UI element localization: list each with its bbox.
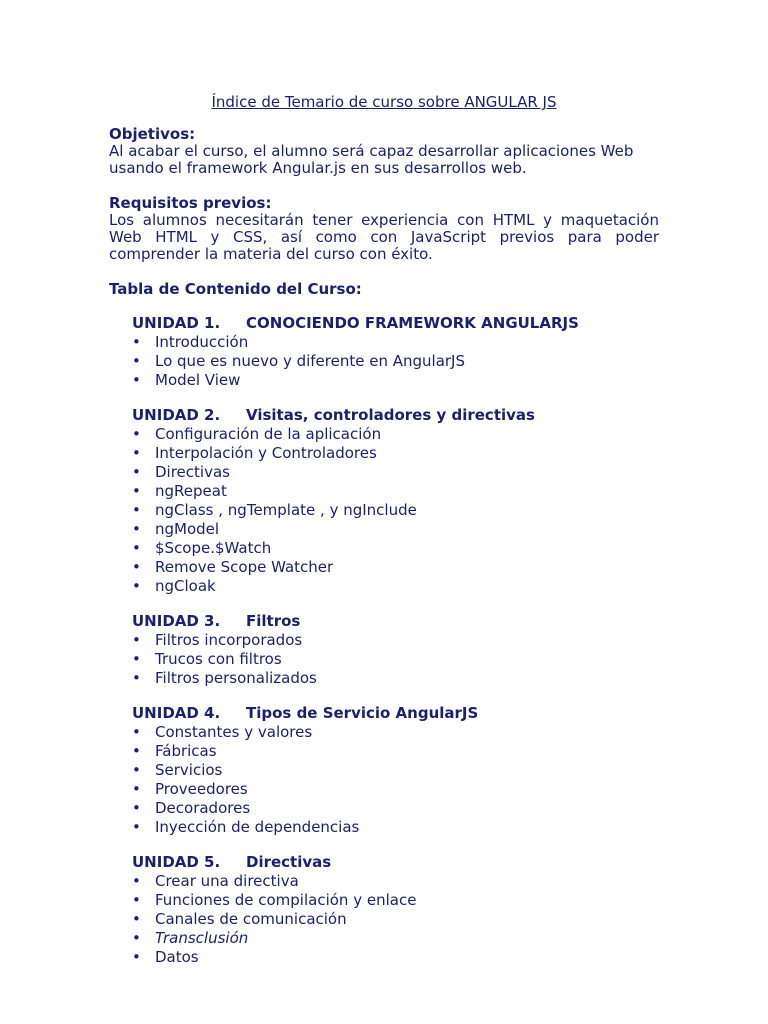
bullet-icon: • <box>132 558 141 576</box>
list-item: • Proveedores <box>132 780 248 798</box>
unit-title: Tipos de Servicio AngularJS <box>246 704 479 722</box>
bullet-icon: • <box>132 891 141 909</box>
list-item: • $Scope.$Watch <box>132 539 272 557</box>
unit-topic-list <box>132 425 659 596</box>
unit-heading <box>132 612 659 630</box>
list-item: • Interpolación y Controladores <box>132 444 377 462</box>
bullet-icon: • <box>132 444 141 462</box>
bullet-icon: • <box>132 669 141 687</box>
list-item: • Servicios <box>132 761 223 779</box>
bullet-icon: • <box>132 872 141 890</box>
objetivos-text: Al acabar el curso, el alumno será capaz desarrollar aplicaciones Web usando el framework Angular.js en sus desarrollos web. <box>109 142 634 177</box>
requisitos-text: Los alumnos necesitarán tener experiencia con HTML y maquetación Web HTML y CSS, así como con JavaScript previos para poder comprender la materia del curso con éxito. <box>109 211 659 263</box>
list-item: • Inyección de dependencias <box>132 818 360 836</box>
list-item: • ngRepeat <box>132 482 227 500</box>
bullet-icon: • <box>132 482 141 500</box>
list-item: • Fábricas <box>132 742 217 760</box>
list-item: • ngClass , ngTemplate , y ngInclude <box>132 501 417 519</box>
list-item: • Constantes y valores <box>132 723 313 741</box>
page-title: Índice de Temario de curso sobre ANGULAR JS <box>211 93 557 111</box>
unit-topic-list <box>132 723 659 837</box>
list-item: • Crear una directiva <box>132 872 299 890</box>
unit-topic-list <box>132 872 659 967</box>
unit-5 <box>132 853 659 967</box>
list-item: • Directivas <box>132 463 230 481</box>
unit-title: Visitas, controladores y directivas <box>246 406 535 424</box>
bullet-icon: • <box>132 761 141 779</box>
unit-3 <box>132 612 659 688</box>
unit-heading <box>132 406 659 424</box>
list-item: • Canales de comunicación <box>132 910 347 928</box>
bullet-icon: • <box>132 723 141 741</box>
requisitos-heading: Requisitos previos: <box>109 194 272 212</box>
list-item: • Funciones de compilación y enlace <box>132 891 417 909</box>
unit-heading <box>132 314 659 332</box>
list-item: • Trucos con filtros <box>132 650 282 668</box>
list-item: • Introducción <box>132 333 249 351</box>
toc-heading: Tabla de Contenido del Curso: <box>109 280 362 298</box>
list-item: • ngCloak <box>132 577 216 595</box>
bullet-icon: • <box>132 818 141 836</box>
list-item: • Filtros personalizados <box>132 669 317 687</box>
objetivos-section <box>109 126 659 177</box>
list-item: • ngModel <box>132 520 220 538</box>
bullet-icon: • <box>132 650 141 668</box>
unit-heading <box>132 704 659 722</box>
requisitos-section <box>109 195 659 263</box>
unit-number: UNIDAD 4. <box>132 704 221 722</box>
bullet-icon: • <box>132 910 141 928</box>
unit-heading <box>132 853 659 871</box>
bullet-icon: • <box>132 948 141 966</box>
unit-title: CONOCIENDO FRAMEWORK ANGULARJS <box>246 314 579 332</box>
bullet-icon: • <box>132 352 141 370</box>
list-item: • Lo que es nuevo y diferente en AngularJS <box>132 352 466 370</box>
unit-number: UNIDAD 1. <box>132 314 221 332</box>
bullet-icon: • <box>132 631 141 649</box>
list-item: • Model View <box>132 371 241 389</box>
bullet-icon: • <box>132 371 141 389</box>
unit-number: UNIDAD 5. <box>132 853 221 871</box>
bullet-icon: • <box>132 520 141 538</box>
unit-1 <box>132 314 659 390</box>
bullet-icon: • <box>132 780 141 798</box>
bullet-icon: • <box>132 577 141 595</box>
list-item: • Transclusión <box>132 929 249 947</box>
list-item: • Configuración de la aplicación <box>132 425 382 443</box>
unit-2 <box>132 406 659 596</box>
unit-topic-list <box>132 333 659 390</box>
document-page <box>109 92 659 983</box>
unit-topic-list <box>132 631 659 688</box>
bullet-icon: • <box>132 501 141 519</box>
list-item: • Datos <box>132 948 199 966</box>
bullet-icon: • <box>132 742 141 760</box>
bullet-icon: • <box>132 539 141 557</box>
bullet-icon: • <box>132 333 141 351</box>
unit-title: Directivas <box>246 853 332 871</box>
bullet-icon: • <box>132 425 141 443</box>
objetivos-heading: Objetivos: <box>109 125 196 143</box>
unit-number: UNIDAD 2. <box>132 406 221 424</box>
list-item: • Remove Scope Watcher <box>132 558 334 576</box>
bullet-icon: • <box>132 929 141 947</box>
unit-4 <box>132 704 659 837</box>
bullet-icon: • <box>132 799 141 817</box>
unit-number: UNIDAD 3. <box>132 612 221 630</box>
bullet-icon: • <box>132 463 141 481</box>
list-item: • Decoradores <box>132 799 251 817</box>
unit-title: Filtros <box>246 612 301 630</box>
list-item: • Filtros incorporados <box>132 631 303 649</box>
